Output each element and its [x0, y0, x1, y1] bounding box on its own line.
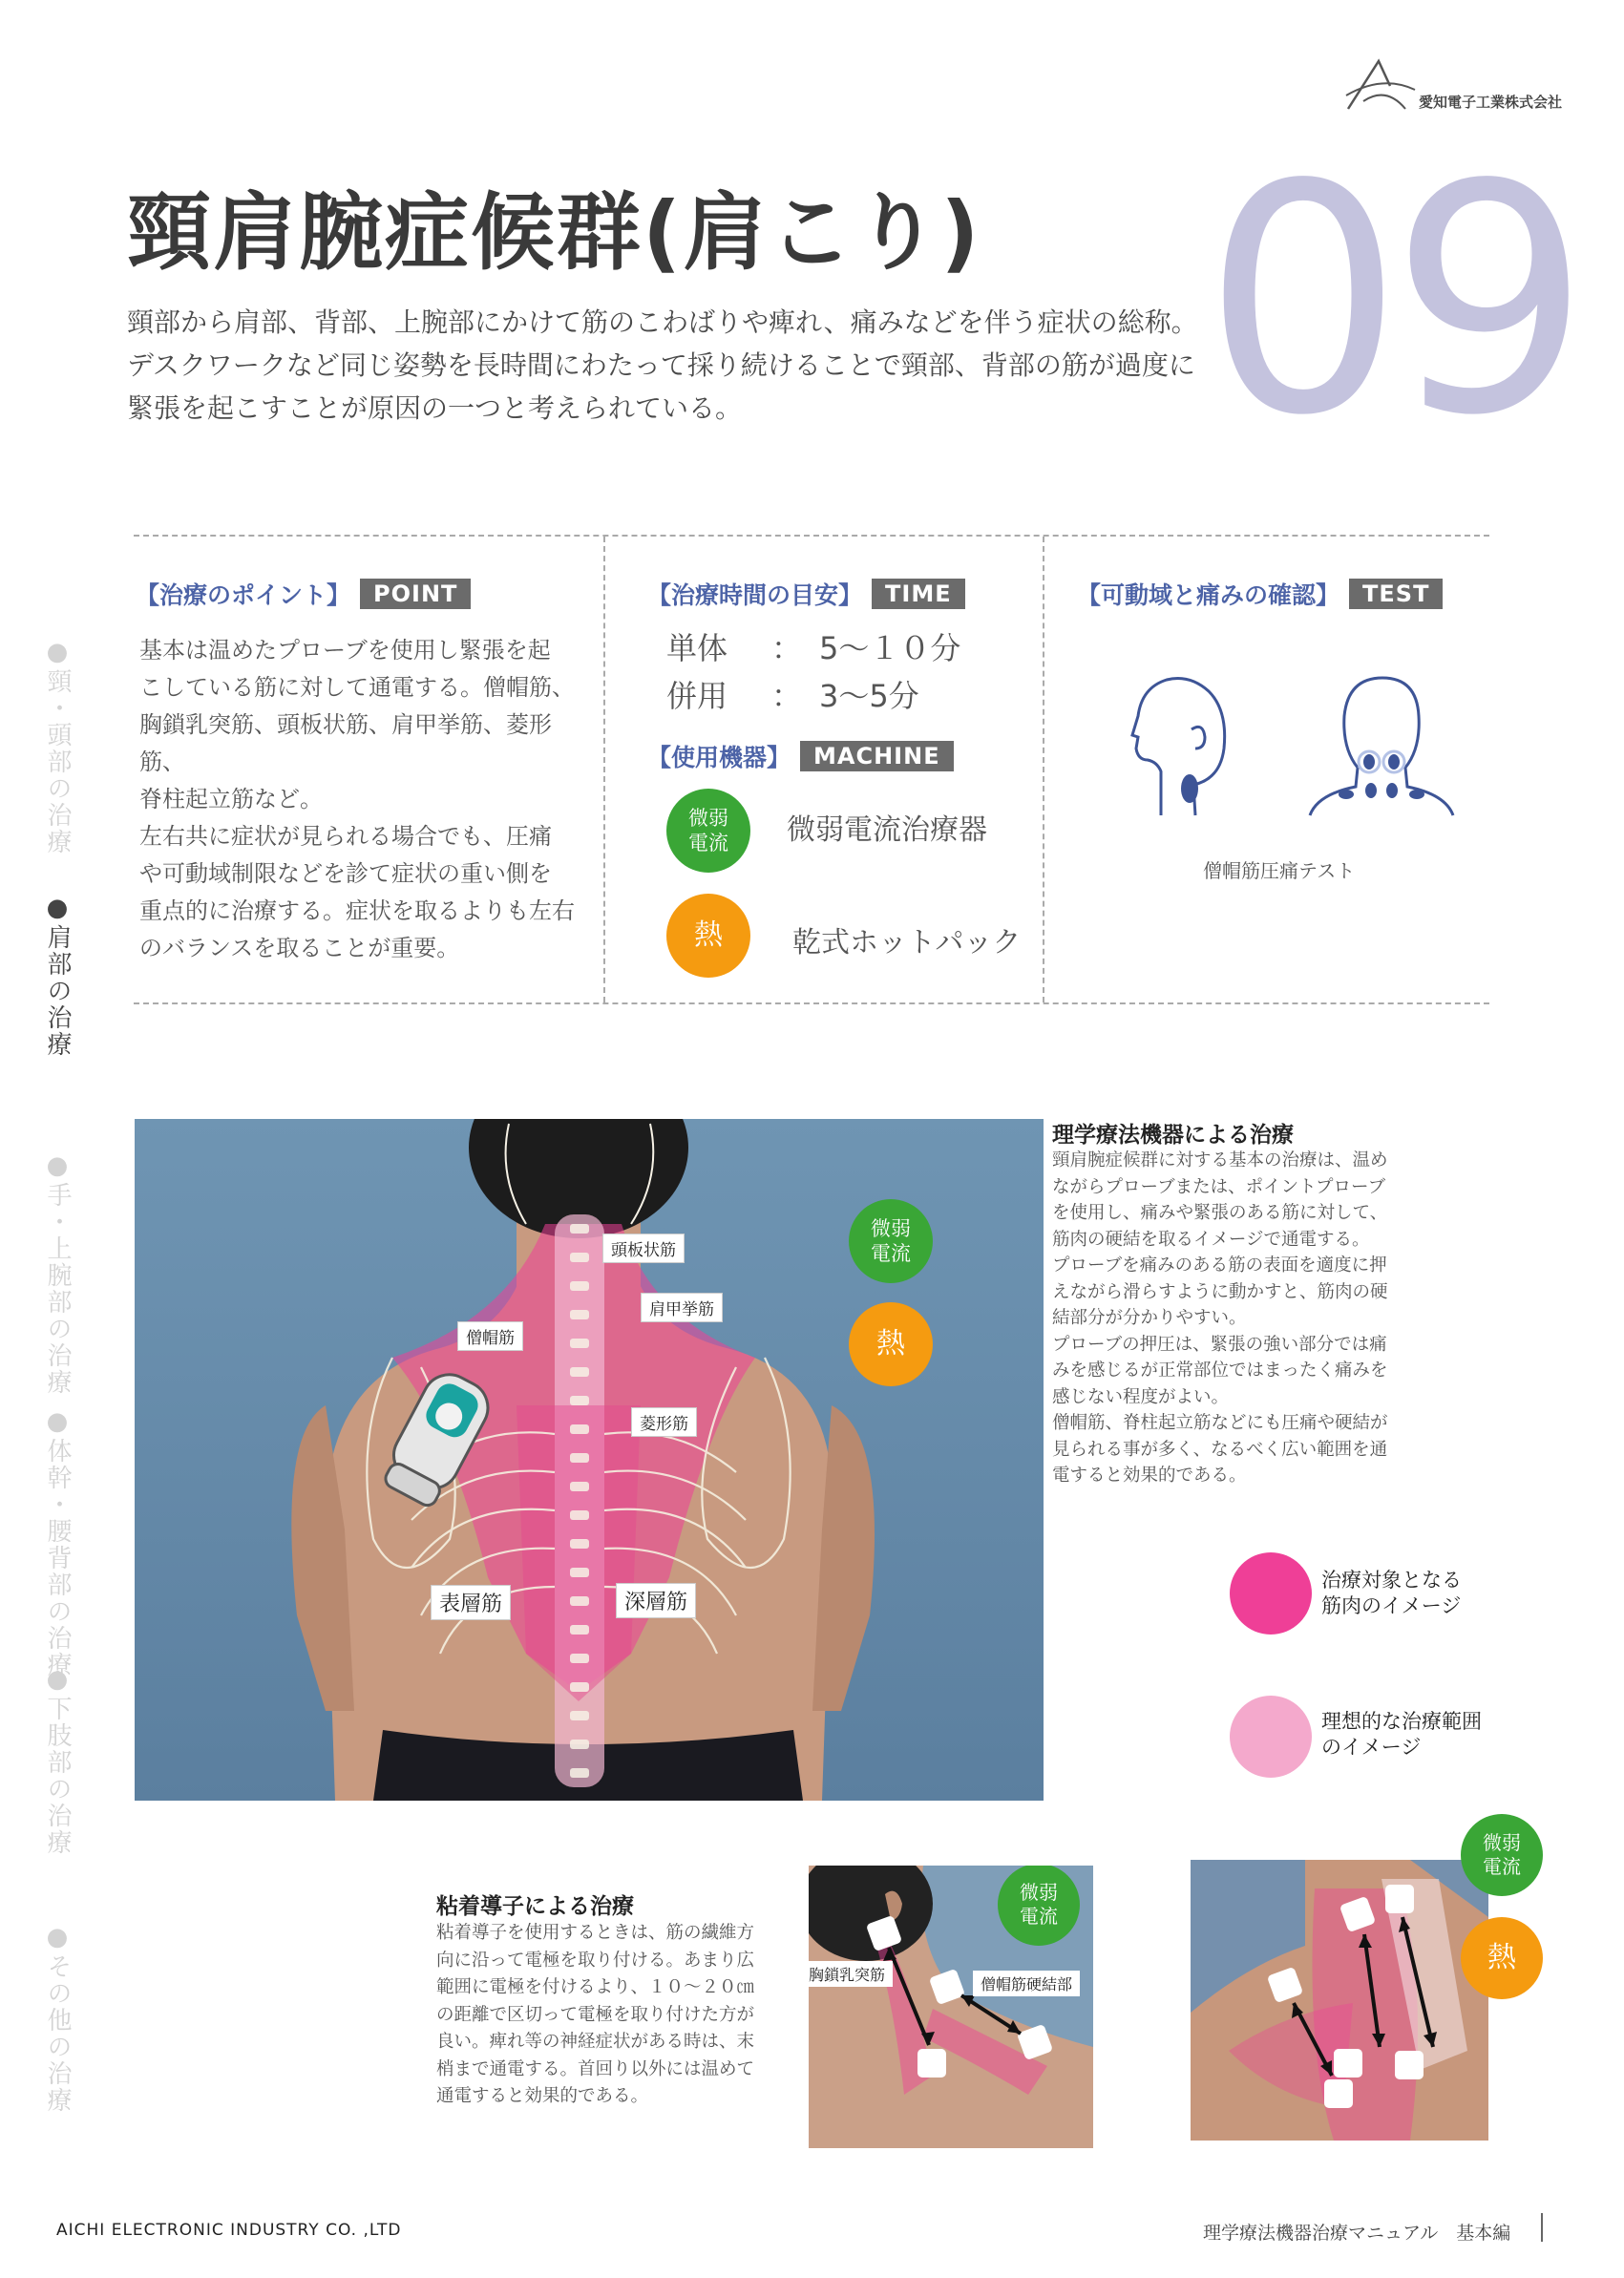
physio-line: えながら滑らすように動かすと、筋肉の硬	[1052, 1281, 1388, 1302]
page-number: 09	[1203, 117, 1577, 484]
machine-title: 【使用機器】	[647, 744, 791, 771]
physio-line: 僧帽筋、脊柱起立筋などにも圧痛や硬結が	[1052, 1413, 1388, 1433]
electrode-line: 良い。痺れ等の神経症状がある時は、末	[436, 2032, 755, 2052]
physio-line: を使用し、痛みや緊張のある筋に対して、	[1052, 1203, 1388, 1223]
page-title: 頸肩腕症候群(肩こり)	[127, 183, 981, 282]
label-levator-scapulae: 肩甲挙筋	[641, 1293, 723, 1322]
electrode-line: 梢まで通電する。首回り以外には温めて	[436, 2058, 755, 2079]
time-title: 【治療時間の目安】	[647, 581, 863, 609]
point-line: 脊柱起立筋など。	[139, 786, 323, 812]
side-nav-leg[interactable]: ●下肢部の治療	[43, 1665, 72, 1856]
intro-line: 緊張を起こすことが原因の一つと考えられている。	[127, 392, 743, 424]
logo-mark-icon	[1344, 57, 1421, 115]
intro-line: 頸部から肩部、背部、上腕部にかけて筋のこわばりや痺れ、痛みなどを伴う症状の総称。	[127, 306, 1198, 338]
info-panel	[134, 535, 1489, 1004]
micro-current-icon: 微弱 電流	[998, 1866, 1080, 1946]
micro-current-icon: 微弱 電流	[849, 1199, 933, 1283]
point-heading	[136, 577, 471, 611]
legend-line: 理想的な治療範囲	[1321, 1710, 1482, 1733]
time-tag: TIME	[872, 579, 965, 609]
label-sternocleidomastoid: 胸鎖乳突筋	[809, 1961, 893, 1987]
physio-line: 電すると効果的である。	[1052, 1466, 1247, 1486]
point-line: 基本は温めたプローブを使用し緊張を起	[139, 637, 551, 664]
legend-line: 治療対象となる	[1321, 1569, 1462, 1592]
intro-line: デスクワークなど同じ姿勢を長時間にわたって採り続けることで頸部、背部の筋が過度に	[127, 349, 1195, 381]
heat-icon: 熱	[1461, 1917, 1543, 1999]
company-logo-text: 愛知電子工業株式会社	[1419, 94, 1563, 111]
physio-line: みを感じるが正常部位ではまったく痛みを	[1052, 1360, 1388, 1381]
legend-target-swatch	[1230, 1552, 1312, 1635]
physio-line: 感じない程度がよい。	[1052, 1386, 1230, 1407]
electrode-line: 通電すると効果的である。	[436, 2086, 649, 2106]
physio-body	[1052, 1148, 1396, 1489]
point-line: 胸鎖乳突筋、頭板状筋、肩甲挙筋、菱形筋、	[139, 711, 552, 775]
test-title: 【可動域と痛みの確認】	[1077, 581, 1340, 609]
micro-current-icon: 微弱 電流	[1461, 1814, 1543, 1896]
machine-tag: MACHINE	[800, 741, 954, 771]
time-label: 単体	[666, 630, 728, 666]
physio-line: 筋肉の硬結を取るイメージで通電する。	[1052, 1229, 1370, 1250]
head-profile-icon	[1128, 672, 1243, 834]
heat-icon: 熱	[666, 894, 750, 978]
side-nav-shoulder[interactable]: ●肩部の治療	[43, 894, 72, 1058]
panel-divider	[603, 537, 605, 1002]
electrode-line: 範囲に電極を付けるより、１０～２０㎝	[436, 1977, 755, 1997]
footer-manual-title: 理学療法機器治療マニュアル 基本編	[1203, 2223, 1511, 2244]
electrode-body	[436, 1920, 770, 2111]
physio-line: 見られる事が多く、なるべく広い範囲を通	[1052, 1439, 1388, 1460]
point-line: 左右共に症状が見られる場合でも、圧痛	[139, 823, 552, 850]
back-electrode-photo	[1191, 1860, 1488, 2141]
side-nav-neck[interactable]: ●頸・頭部の治療	[43, 638, 72, 855]
heat-icon: 熱	[849, 1302, 933, 1386]
shoulder-illustration	[1191, 1860, 1488, 2141]
head-back-icon	[1300, 672, 1463, 834]
side-nav-other[interactable]: ●その他の治療	[43, 1923, 72, 2114]
side-nav-trunk[interactable]: ●体幹・腰背部の治療	[43, 1407, 72, 1678]
label-trapezius-knot: 僧帽筋硬結部	[973, 1971, 1080, 1996]
electrode-line: の距離で区切って電極を取り付けた方が	[436, 2004, 755, 2025]
machine-heading	[647, 739, 954, 773]
legend-ideal-swatch	[1230, 1696, 1312, 1778]
panel-divider	[1043, 537, 1044, 1002]
machine-label-heat: 乾式ホットパック	[792, 926, 1022, 960]
physio-line: 頸肩腕症候群に対する基本の治療は、温め	[1052, 1150, 1388, 1171]
micro-current-icon: 微弱 電流	[666, 789, 750, 873]
point-title: 【治療のポイント】	[136, 581, 351, 609]
neck-electrode-photo	[809, 1866, 1093, 2148]
legend-ideal-text	[1321, 1709, 1482, 1761]
footer-company: AICHI ELECTRONIC INDUSTRY CO. ,LTD	[56, 2221, 402, 2240]
legend-target-text	[1321, 1568, 1462, 1619]
time-label: 併用	[666, 678, 728, 714]
point-line: や可動域制限などを診て症状の重い側を	[139, 860, 552, 887]
time-row-single	[666, 624, 960, 668]
physio-line: プローブの押圧は、緊張の強い部分では痛	[1052, 1334, 1387, 1355]
time-sep: ：	[771, 678, 803, 714]
point-line: こしている筋に対して通電する。僧帽筋、	[139, 674, 575, 701]
machine-label-micro: 微弱電流治療器	[787, 813, 987, 847]
legend-line: 筋肉のイメージ	[1321, 1594, 1462, 1617]
physio-title: 理学療法機器による治療	[1052, 1123, 1294, 1148]
footer-divider	[1541, 2213, 1543, 2242]
label-superficial-muscle: 表層筋	[431, 1585, 511, 1620]
label-trapezius: 僧帽筋	[457, 1321, 523, 1351]
test-tag: TEST	[1349, 579, 1443, 609]
side-nav-hand[interactable]: ●手・上腕部の治療	[43, 1151, 72, 1396]
point-line: 重点的に治療する。症状を取るよりも左右	[139, 897, 575, 924]
time-sep: ：	[771, 630, 803, 666]
test-heading	[1077, 577, 1443, 611]
label-rhomboid: 菱形筋	[631, 1407, 697, 1437]
physio-line: 結部分が分かりやすい。	[1052, 1308, 1247, 1328]
company-logo	[1344, 57, 1563, 115]
electrode-line: 向に沿って電極を取り付ける。あまり広	[436, 1950, 755, 1971]
point-line: のバランスを取ることが重要。	[139, 935, 460, 961]
time-row-combined	[666, 672, 919, 716]
test-caption: 僧帽筋圧痛テスト	[1203, 859, 1356, 882]
electrode-title: 粘着導子による治療	[436, 1894, 634, 1919]
intro-text	[127, 301, 1215, 430]
label-deep-muscle: 深層筋	[616, 1583, 696, 1618]
point-tag: POINT	[360, 579, 471, 609]
time-heading	[647, 577, 965, 611]
electrode-line: 粘着導子を使用するときは、筋の繊維方	[436, 1923, 755, 1943]
legend-line: のイメージ	[1321, 1736, 1422, 1759]
back-treatment-photo	[135, 1119, 1044, 1801]
time-value: 5～１０分	[819, 630, 961, 666]
label-splenius: 頭板状筋	[602, 1234, 685, 1263]
time-value: 3～5分	[819, 678, 919, 714]
point-body	[139, 632, 579, 967]
physio-line: ながらプローブまたは、ポイントプローブ	[1052, 1176, 1386, 1197]
physio-line: プローブを痛みのある筋の表面を適度に押	[1052, 1255, 1387, 1276]
